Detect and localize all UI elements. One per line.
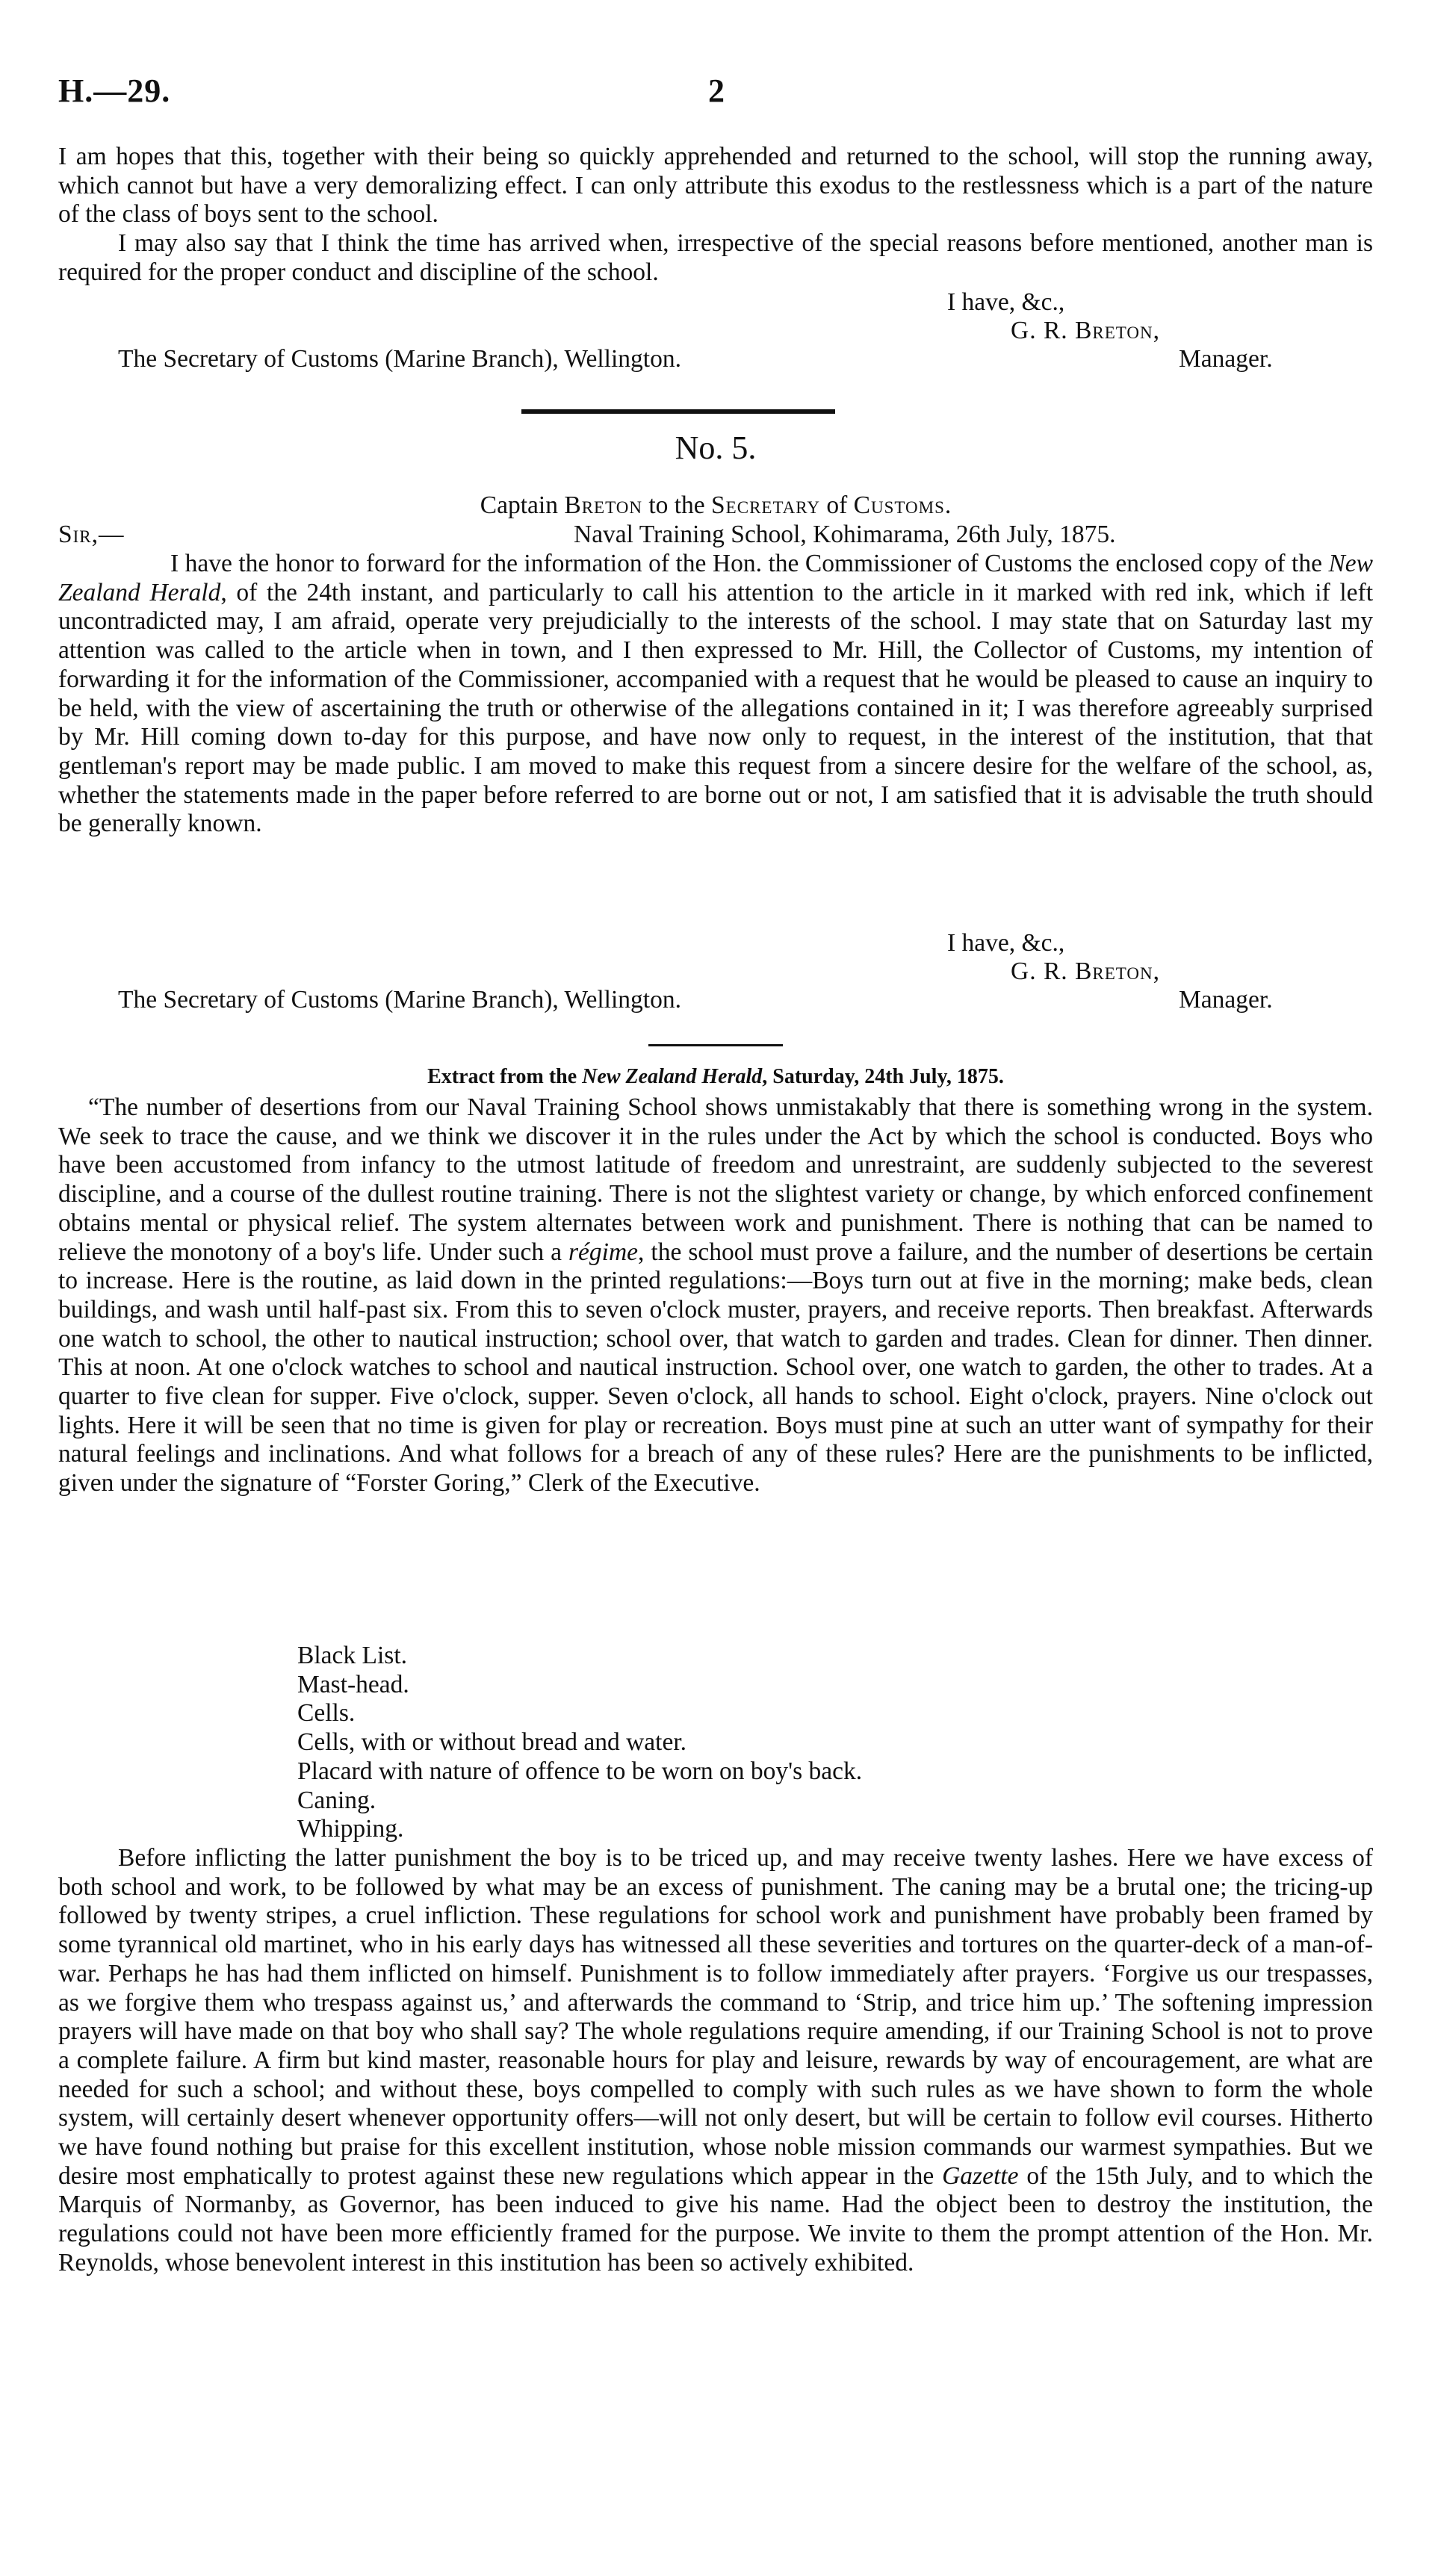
list-item: Whipping. xyxy=(297,1815,404,1843)
extract-title: Extract from the New Zealand Herald, Saturday, 24th July, 1875. xyxy=(427,1065,1004,1088)
list-item: Cells. xyxy=(297,1699,356,1728)
report-reference: H.—29. xyxy=(58,72,171,109)
recipient: The Secretary of Customs (Marine Branch), Wellington. xyxy=(118,345,681,373)
letter-5-closing xyxy=(58,929,1373,959)
list-item: Cells, with or without bread and water. xyxy=(297,1728,687,1757)
letter-5-body xyxy=(58,550,1373,839)
signatory-title: Manager. xyxy=(1179,345,1273,373)
letter-5-salutation-line xyxy=(58,521,1373,550)
letter-5-subheading: Captain Breton to the Secretary of Customs. xyxy=(480,491,952,519)
letter-4-recipient-line xyxy=(58,345,1373,375)
signatory-title: Manager. xyxy=(1179,986,1273,1014)
extract-paragraph-2: Before inflicting the latter punishment the boy is to be triced up, and may receive twenty lashes. Here we have excess of both school and work, to be followed by what may be an excess of punishment. The caning may be a brutal one; the tricing-up followed by twenty stripes, a cruel infliction. These regulations for school work and punishment have probably been framed by some tyrannical old martinet, who in his early days has witnessed all these severities and tortures on the quarter-deck of a man-of-war. Perhaps he has had them inflicted on himself. Punishment is to follow immediately after prayers. ‘Forgive us our trespasses, as we forgive them who trespass against us,’ and afterwards the command to ‘Strip, and trice him up.’ The softening impression prayers will have made on that boy who shall say? The whole regulations require amending, if our Training School is not to prove a complete failure. A firm but kind master, reasonable hours for play and leisure, rewards by way of encouragement, are what are needed for such a school; and without these, boys compelled to comply with such rules as we have shown to form the whole system, will certainly desert whenever opportunity offers—will not only desert, but will be certain to follow evil courses. Hitherto we have found nothing but praise for this excellent institution, whose noble mission commands our warmest sympathies. But we desire most emphatically to protest against these new regulations which appear in the Gazette of the 15th July, and to which the Marquis of Normanby, as Governor, has been induced to give his name. Had the object been to destroy the institution, the regulations could not have been more efficiently framed for the purpose. We invite to them the prompt attention of the Hon. Mr. Reynolds, whose benevolent interest in this institution has been so actively exhibited. xyxy=(58,1844,1374,2276)
section-divider xyxy=(648,1044,783,1046)
list-item: Mast-head. xyxy=(297,1670,409,1698)
punishment-list xyxy=(58,1642,1373,1844)
extract-paragraph-1: “The number of desertions from our Naval Training School shows unmistakably that there is something wrong in the system. We seek to trace the cause, and we think we discover it in the rules under the Act by which the school is conducted. Boys who have been accustomed from infancy to the utmost latitude of freedom and unrestraint, are suddenly subjected to the severest discipline, and a course of the dullest routine training. There is not the slightest variety or change, by which enforced confinement obtains mental or physical relief. The system alternates between work and punishment. There is nothing that can be named to relieve the monotony of a boy's life. Under such a régime, the school must prove a failure, and the number of desertions be certain to increase. Here is the routine, as laid down in the printed regulations:—Boys turn out at five in the morning; make beds, clean buildings, and wash until half-past six. From this to seven o'clock muster, prayers, and receive reports. Then breakfast. Afterwards one watch to school, the other to nautical instruction; school over, that watch to garden and trades. Clean for dinner. Then dinner. This at noon. At one o'clock watches to school and nautical instruction. School over, one watch to garden, the other to trades. At a quarter to five clean for supper. Five o'clock, supper. Seven o'clock, all hands to school. Eight o'clock, prayers. Nine o'clock out lights. Here it will be seen that no time is given for play or recreation. Boys must pine at such an utter want of sympathy for their natural feelings and inclinations. And what follows for a breach of any of these rules? Here are the punishments to be inflicted, given under the signature of “Forster Goring,” Clerk of the Executive. xyxy=(58,1093,1373,1498)
list-item: Placard with nature of offence to be worn on boy's back. xyxy=(297,1757,863,1785)
letter-5-recipient-line xyxy=(58,986,1373,1016)
letter-4-closing xyxy=(58,288,1373,318)
letter-5-signature xyxy=(58,958,1373,987)
section-divider xyxy=(521,409,835,414)
closing-phrase: I have, &c., xyxy=(947,288,1065,316)
list-item: Black List. xyxy=(297,1642,408,1669)
page-header xyxy=(58,72,1373,117)
signature: G. R. Breton, xyxy=(1011,317,1160,344)
letter-5-heading: No. 5. xyxy=(675,429,757,466)
salutation: Sir,— xyxy=(58,521,125,548)
recipient: The Secretary of Customs (Marine Branch), Wellington. xyxy=(118,986,681,1014)
letter-4-body xyxy=(58,143,1373,288)
signature: G. R. Breton, xyxy=(1011,958,1160,985)
paragraph: I have the honor to forward for the information of the Hon. the Commissioner of Customs the enclosed copy of the New Zealand Herald, of the 24th instant, and particularly to call his attention to the article in it marked with red ink, which if left uncontradicted may, I am afraid, operate very prejudicially to the interests of the school. I may state that on Saturday last my attention was called to the article when in town, and I then expressed to Mr. Hill, the Collector of Customs, my intention of forwarding it for the information of the Commissioner, accompanied with a request that he would be pleased to cause an inquiry to be held, with the view of ascertaining the truth or otherwise of the allegations contained in it; I was therefore agreeably surprised by Mr. Hill coming down to-day for this purpose, and have now only to request, in the interest of the institution, that that gentleman's report may be made public. I am moved to make this request from a sincere desire for the welfare of the school, as, whether the statements made in the paper before referred to are borne out or not, I am satisfied that it is advisable the truth should be generally known. xyxy=(58,550,1374,838)
paragraph: I may also say that I think the time has arrived when, irrespective of the special reasons before mentioned, another man is required for the proper conduct and discipline of the school. xyxy=(58,229,1373,286)
list-item: Caning. xyxy=(297,1786,376,1814)
letter-4-signature xyxy=(58,317,1373,347)
page-number: 2 xyxy=(708,72,725,109)
letter-address: Naval Training School, Kohimarama, 26th July, 1875. xyxy=(574,521,1116,548)
closing-phrase: I have, &c., xyxy=(947,929,1065,957)
paragraph: I am hopes that this, together with their being so quickly apprehended and returned to the school, will stop the running away, which cannot but have a very demoralizing effect. I can only attribute this exodus to the restlessness which is a part of the nature of the class of boys sent to the school. xyxy=(58,143,1373,229)
